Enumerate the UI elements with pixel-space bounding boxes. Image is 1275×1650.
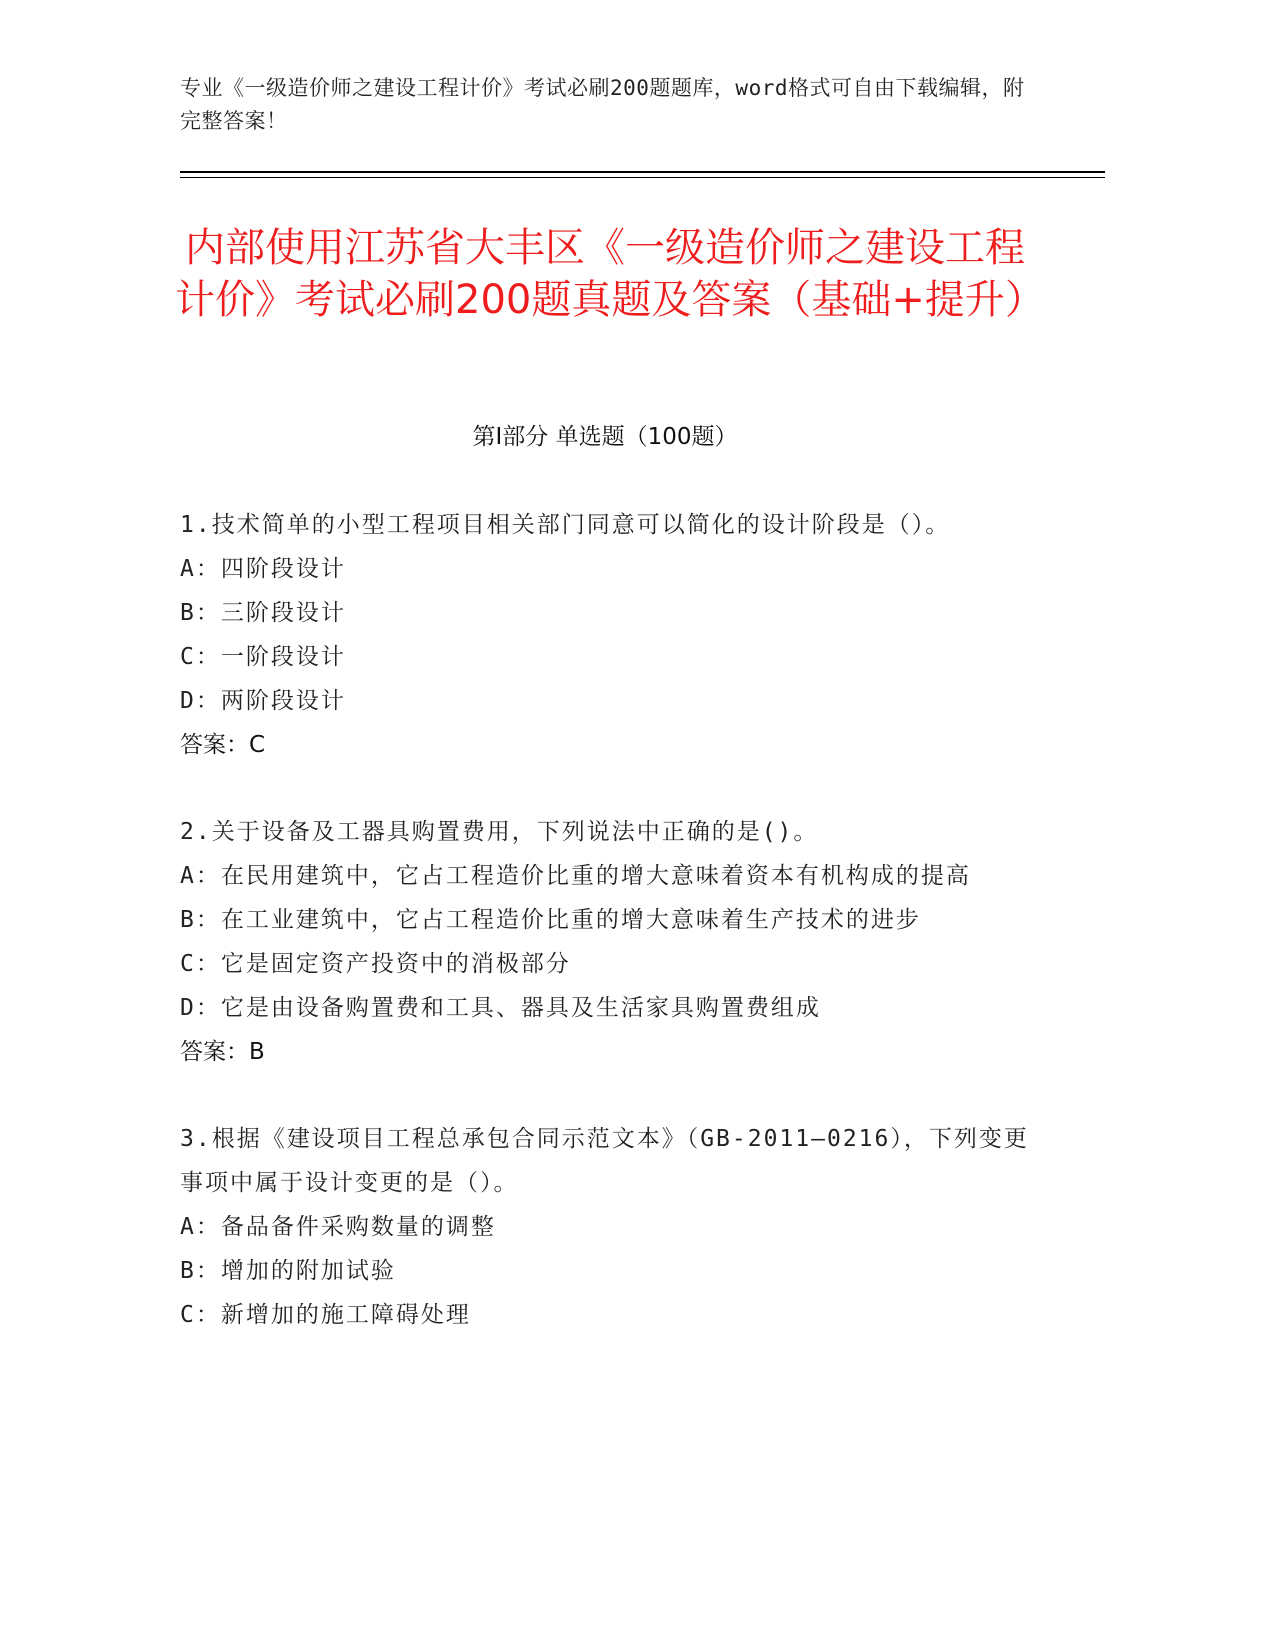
- question-1: [180, 503, 1040, 767]
- question-stem: 2.关于设备及工器具购置费用，下列说法中正确的是()。: [180, 819, 819, 845]
- option-b: B：三阶段设计: [180, 600, 346, 626]
- header-rule-thin: [180, 177, 1105, 178]
- answer: 答案：C: [180, 732, 266, 758]
- option-a: A：备品备件采购数量的调整: [180, 1214, 496, 1240]
- header-rule-thick: [180, 171, 1105, 173]
- section-heading: 第Ⅰ部分 单选题（100题）: [472, 424, 738, 450]
- option-c: C：一阶段设计: [180, 644, 346, 670]
- question-2: [180, 810, 1040, 1074]
- option-a: A：四阶段设计: [180, 556, 346, 582]
- option-a: A：在民用建筑中，它占工程造价比重的增大意味着资本有机构成的提高: [180, 863, 971, 889]
- question-3: [180, 1117, 1040, 1337]
- option-c: C：它是固定资产投资中的消极部分: [180, 951, 571, 977]
- question-stem: 3.根据《建设项目工程总承包合同示范文本》（GB-2011—0216），下列变更事项中属于设计变更的是（）。: [180, 1126, 1029, 1196]
- option-c: C：新增加的施工障碍处理: [180, 1302, 471, 1328]
- answer: 答案：B: [180, 1039, 265, 1065]
- document-title: 内部使用江苏省大丰区《一级造价师之建设工程计价》考试必刷200题真题及答案（基础+提升）: [175, 225, 1045, 323]
- option-b: B：在工业建筑中，它占工程造价比重的增大意味着生产技术的进步: [180, 907, 921, 933]
- header-note: 专业《一级造价师之建设工程计价》考试必刷200题题库，word格式可自由下载编辑，附完整答案！: [180, 76, 1025, 133]
- question-stem: 1.技术简单的小型工程项目相关部门同意可以简化的设计阶段是（）。: [180, 512, 951, 538]
- question-list: [180, 503, 1040, 1380]
- option-d: D：它是由设备购置费和工具、器具及生活家具购置费组成: [180, 995, 821, 1021]
- option-b: B：增加的附加试验: [180, 1258, 396, 1284]
- option-d: D：两阶段设计: [180, 688, 346, 714]
